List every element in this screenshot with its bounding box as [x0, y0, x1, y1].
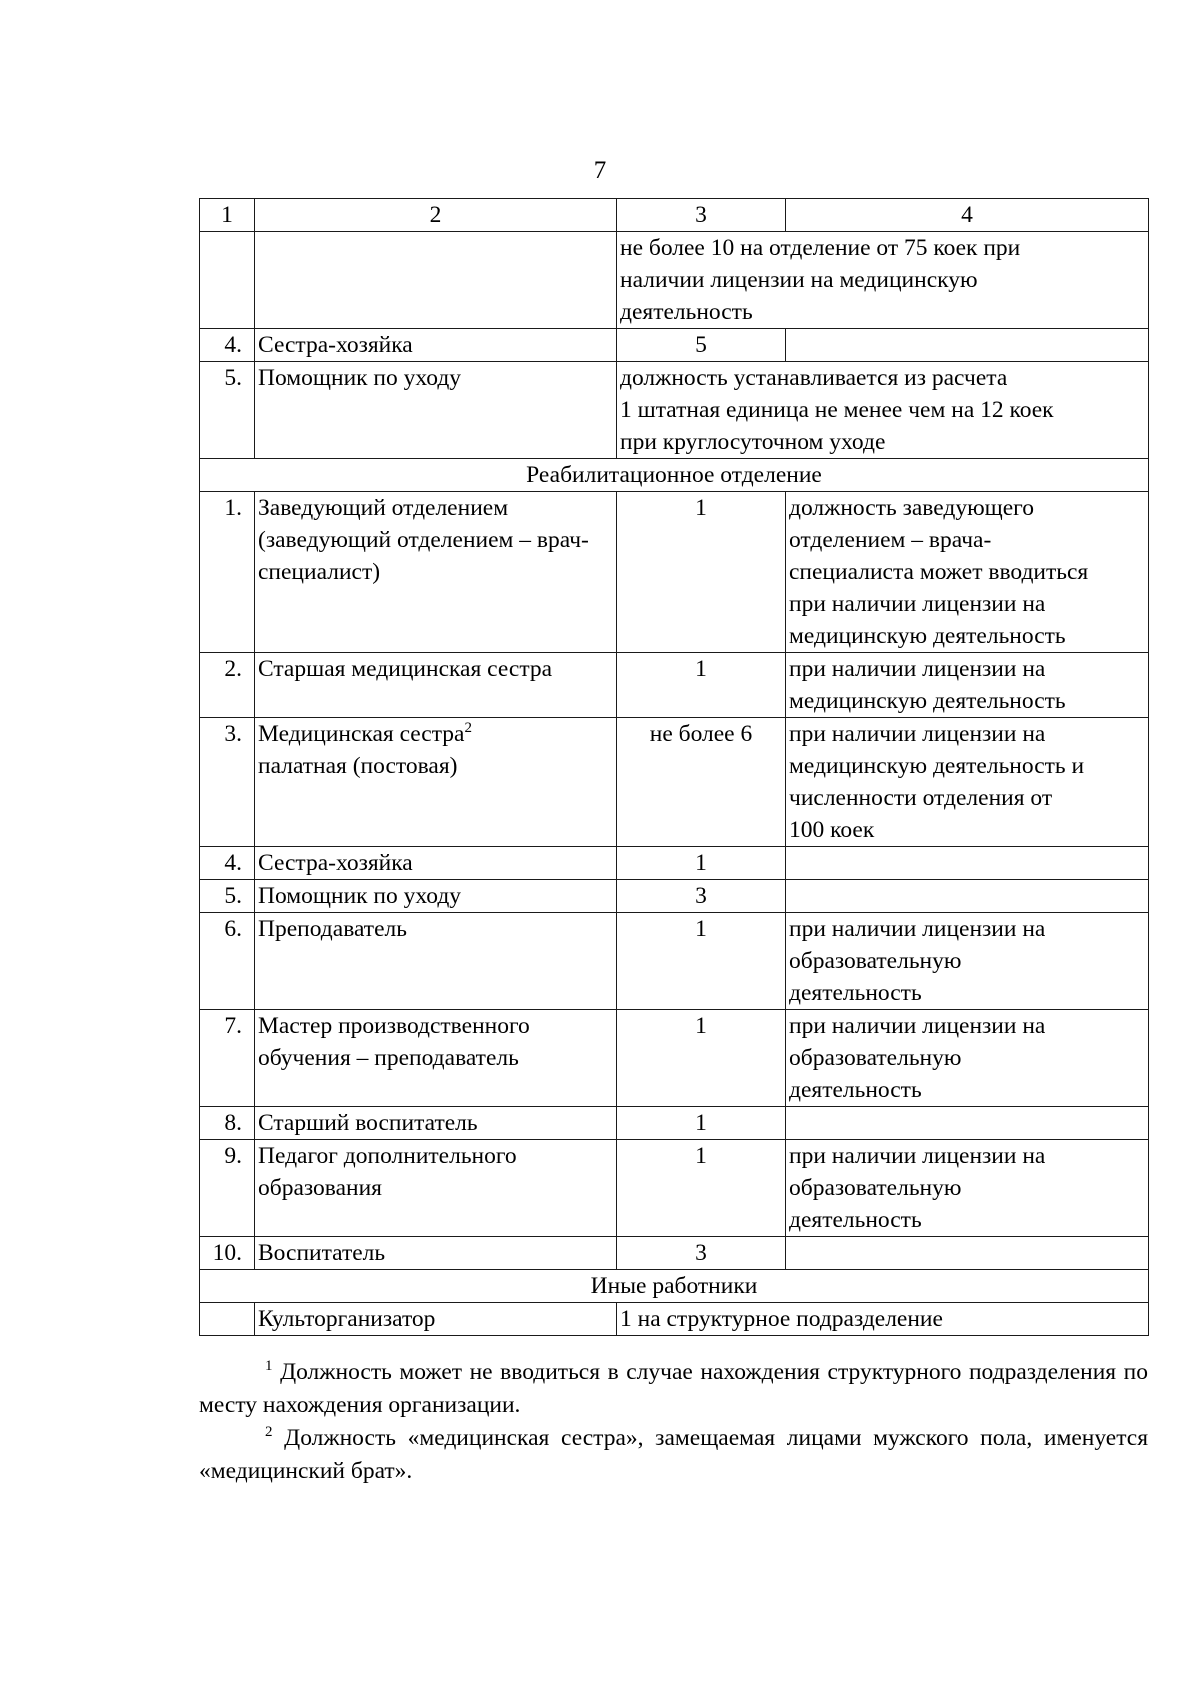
row-position: Преподаватель: [255, 913, 617, 1010]
row-number: 4.: [200, 329, 255, 362]
row-position: [255, 232, 617, 329]
row-note: [786, 1107, 1149, 1140]
row-number: 10.: [200, 1237, 255, 1270]
position-text: Медицинская сестра: [258, 721, 465, 747]
row-count: 1: [617, 847, 786, 880]
footnote-1: [199, 1356, 1148, 1422]
footnote-mark: 2: [265, 1424, 273, 1440]
note-line: 100 коек: [789, 817, 875, 843]
row-position: Мастер производственного обучения – преподаватель: [255, 1010, 617, 1107]
note-line: деятельность: [620, 299, 753, 325]
note-line: при наличии лицензии на: [789, 591, 1046, 617]
table-row: [200, 329, 1149, 362]
table-row: [200, 492, 1149, 653]
note-line: должность заведующего: [789, 495, 1034, 521]
note-line: при наличии лицензии на: [789, 721, 1046, 747]
row-count: 3: [617, 1237, 786, 1270]
note-line: численности отделения от: [789, 785, 1053, 811]
row-position: Помощник по уходу: [255, 362, 617, 459]
table-row: [200, 1237, 1149, 1270]
row-position: Культорганизатор: [255, 1303, 617, 1336]
row-position: Сестра-хозяйка: [255, 329, 617, 362]
row-number: 5.: [200, 362, 255, 459]
table-row: [200, 232, 1149, 329]
row-count: 1: [617, 1107, 786, 1140]
row-count: 1: [617, 1010, 786, 1107]
note-line: при наличии лицензии на: [789, 916, 1046, 942]
note-line: медицинскую деятельность: [789, 623, 1066, 649]
row-position: Воспитатель: [255, 1237, 617, 1270]
row-note: [786, 1140, 1149, 1237]
row-count: 3: [617, 880, 786, 913]
row-position: Сестра-хозяйка: [255, 847, 617, 880]
table-header-row: [200, 199, 1149, 232]
section-row: [200, 1270, 1149, 1303]
row-number: 9.: [200, 1140, 255, 1237]
row-number: 8.: [200, 1107, 255, 1140]
note-line: медицинскую деятельность и: [789, 753, 1085, 779]
table-row: [200, 1303, 1149, 1336]
note-line: должность устанавливается из расчета: [620, 365, 1008, 391]
note-line: не более 10 на отделение от 75 коек при: [620, 235, 1021, 261]
section-row: [200, 459, 1149, 492]
row-count: 5: [617, 329, 786, 362]
row-note: [786, 880, 1149, 913]
position-text: палатная (постовая): [258, 753, 458, 779]
row-merged-note: [617, 232, 1149, 329]
note-line: при круглосуточном уходе: [620, 429, 886, 455]
row-note: [786, 718, 1149, 847]
table-row: [200, 847, 1149, 880]
staff-table: [199, 198, 1149, 1336]
row-number: 6.: [200, 913, 255, 1010]
note-line: отделением – врача-: [789, 527, 992, 553]
row-number: 3.: [200, 718, 255, 847]
note-line: 1 штатная единица не менее чем на 12 коек: [620, 397, 1054, 423]
table-row: [200, 1010, 1149, 1107]
row-position: Старшая медицинская сестра: [255, 653, 617, 718]
column-header: 1: [200, 199, 255, 232]
footnote-ref: 2: [464, 720, 472, 736]
row-number: 7.: [200, 1010, 255, 1107]
row-number: 5.: [200, 880, 255, 913]
column-header: 2: [255, 199, 617, 232]
footnote-2: [199, 1422, 1148, 1488]
row-count: 1: [617, 653, 786, 718]
row-number: 1.: [200, 492, 255, 653]
table-row: [200, 880, 1149, 913]
footnote-text: Должность «медицинская сестра», замещаемая лицами мужского пола, именуется «медицинский брат».: [199, 1425, 1149, 1484]
row-count: 1: [617, 1140, 786, 1237]
row-note: [786, 492, 1149, 653]
section-title-other: Иные работники: [200, 1270, 1149, 1303]
table-row: [200, 718, 1149, 847]
row-number: [200, 1303, 255, 1336]
row-position: [255, 718, 617, 847]
row-note: [786, 913, 1149, 1010]
note-line: деятельность: [789, 1077, 922, 1103]
row-note: [786, 847, 1149, 880]
footnote-mark: 1: [265, 1358, 273, 1374]
footnotes: [199, 1356, 1148, 1488]
row-note: [786, 1010, 1149, 1107]
note-line: специалиста может вводиться: [789, 559, 1089, 585]
note-line: при наличии лицензии на: [789, 656, 1046, 682]
row-position: Старший воспитатель: [255, 1107, 617, 1140]
row-count: не более 6: [617, 718, 786, 847]
note-line: деятельность: [789, 1207, 922, 1233]
table-row: [200, 1140, 1149, 1237]
section-title-rehab: Реабилитационное отделение: [200, 459, 1149, 492]
row-count: 1: [617, 913, 786, 1010]
note-line: образовательную: [789, 1175, 962, 1201]
table-row: [200, 1107, 1149, 1140]
note-line: деятельность: [789, 980, 922, 1006]
note-line: образовательную: [789, 1045, 962, 1071]
row-number: 4.: [200, 847, 255, 880]
note-line: медицинскую деятельность: [789, 688, 1066, 714]
row-number: 2.: [200, 653, 255, 718]
row-position: Педагог дополнительного образования: [255, 1140, 617, 1237]
row-note: [786, 329, 1149, 362]
row-note: [786, 653, 1149, 718]
row-count: 1: [617, 492, 786, 653]
footnote-text: Должность может не вводиться в случае нахождения структурного подразделения по месту нахождения организации.: [199, 1359, 1148, 1418]
page-number: 7: [593, 157, 607, 184]
row-number: [200, 232, 255, 329]
note-line: при наличии лицензии на: [789, 1013, 1046, 1039]
note-line: при наличии лицензии на: [789, 1143, 1046, 1169]
row-merged-note: [617, 362, 1149, 459]
row-merged-note: 1 на структурное подразделение: [617, 1303, 1149, 1336]
note-line: наличии лицензии на медицинскую: [620, 267, 978, 293]
row-position: Помощник по уходу: [255, 880, 617, 913]
table-row: [200, 653, 1149, 718]
column-header: 4: [786, 199, 1149, 232]
table-row: [200, 362, 1149, 459]
table-row: [200, 913, 1149, 1010]
note-line: образовательную: [789, 948, 962, 974]
row-note: [786, 1237, 1149, 1270]
column-header: 3: [617, 199, 786, 232]
row-position: Заведующий отделением (заведующий отделением – врач-специалист): [255, 492, 617, 653]
